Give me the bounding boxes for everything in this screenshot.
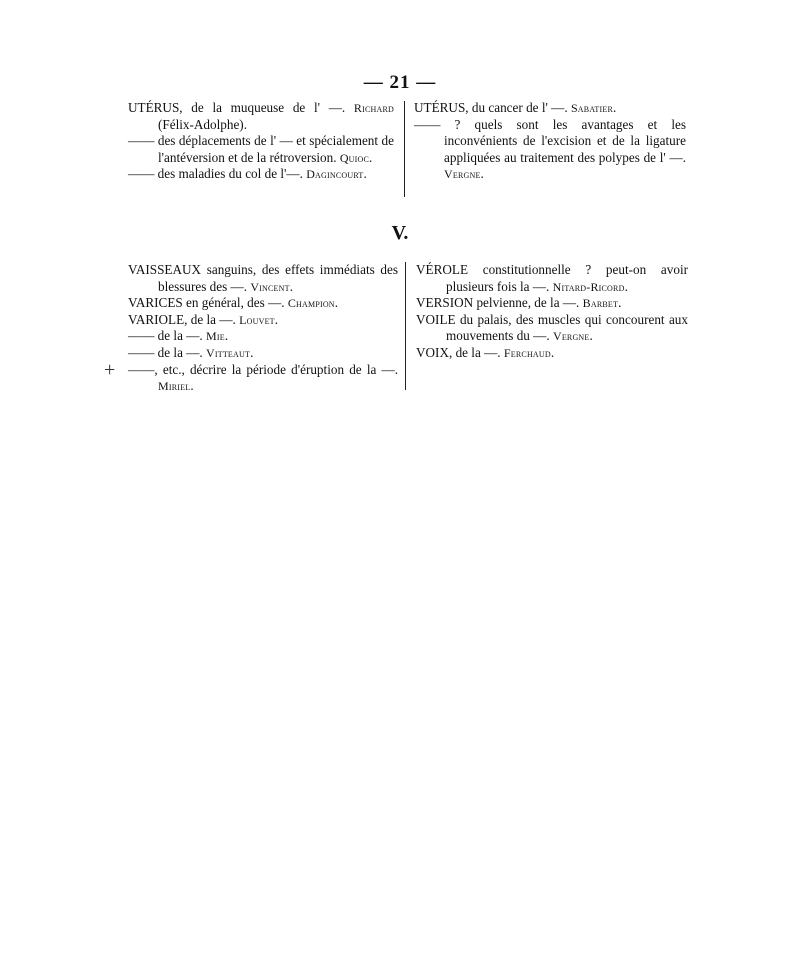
index-entry: VAISSEAUX sanguins, des effets immédiats des blessures des —. Vincent. [128,262,398,294]
index-entry: ——, etc., décrire la période d'éruption de la —. Miriel. [128,361,398,394]
index-entry: VARIOLE, de la —. Louvet. [128,311,279,327]
index-entry: VERSION pelvienne, de la —. Barbet. [416,295,622,311]
index-entry: —— des maladies du col de l'—. Dagincourt. [128,166,367,182]
index-entry: —— de la —. Vitteaut. [128,344,254,360]
section-u-left-column [128,100,394,183]
index-entry: —— des déplacements de l' — et spécialement de l'antéversion et de la rétroversion. Quioc. [128,133,394,165]
index-entry: UTÉRUS, de la muqueuse de l' —. Richard (Félix-Adolphe). [128,100,394,132]
handwritten-cross-mark: + [104,359,116,381]
index-entry: —— de la —. Mie. [128,328,229,344]
column-divider [405,262,406,390]
section-u-right-column [414,100,686,183]
section-letter: V. [391,222,409,244]
page-number: — 21 — [363,72,437,93]
index-entry: VARICES en général, des —. Champion. [128,295,339,311]
index-entry: VÉROLE constitutionnelle ? peut-on avoir plusieurs fois la —. Nitard-Ricord. [416,262,688,294]
section-v-left-column [128,262,398,395]
column-divider [404,101,405,197]
index-entry: UTÉRUS, du cancer de l' —. Sabatier. [414,100,617,115]
index-entry: VOILE du palais, des muscles qui concourent aux mouvements du —. Vergne. [416,311,688,344]
index-entry: VOIX, de la —. Ferchaud. [416,344,555,360]
section-v-right-column [416,262,688,362]
index-entry: —— ? quels sont les avantages et les inconvénients de l'excision et de la ligature appliquées au traitement des polypes de l' —. Vergne. [414,116,686,182]
